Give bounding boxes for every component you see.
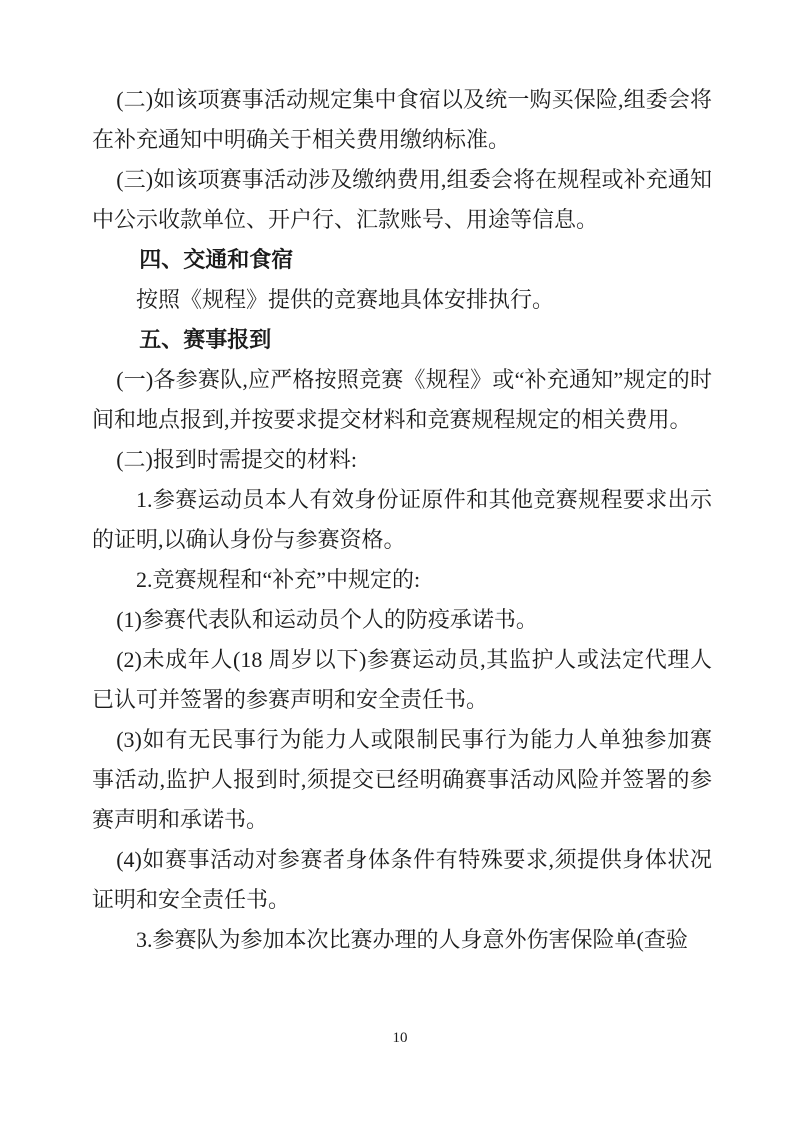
- document-body: [92, 80, 712, 960]
- paragraph: (三)如该项赛事活动涉及缴纳费用,组委会将在规程或补充通知中公示收款单位、开户行、汇款账号、用途等信息。: [92, 167, 712, 232]
- page-number: 10: [392, 1030, 408, 1046]
- paragraph: 1.参赛运动员本人有效身份证原件和其他竞赛规程要求出示的证明,以确认身份与参赛资格。: [92, 487, 712, 552]
- paragraph: 按照《规程》提供的竞赛地具体安排执行。: [136, 287, 555, 312]
- paragraph: 2.竞赛规程和“补充”中规定的:: [136, 567, 421, 592]
- section-heading: 五、赛事报到: [139, 327, 272, 352]
- paragraph: (二)报到时需提交的材料:: [116, 447, 357, 472]
- paragraph: (2)未成年人(18 周岁以下)参赛运动员,其监护人或法定代理人已认可并签署的参赛声明和安全责任书。: [92, 647, 712, 712]
- paragraph: 3.参赛队为参加本次比赛办理的人身意外伤害保险单(查验: [136, 927, 688, 952]
- section-heading: 四、交通和食宿: [139, 247, 294, 272]
- paragraph: (3)如有无民事行为能力人或限制民事行为能力人单独参加赛事活动,监护人报到时,须提交已经明确赛事活动风险并签署的参赛声明和承诺书。: [92, 727, 712, 832]
- paragraph: (1)参赛代表队和运动员个人的防疫承诺书。: [116, 607, 538, 632]
- paragraph: (一)各参赛队,应严格按照竞赛《规程》或“补充通知”规定的时间和地点报到,并按要求提交材料和竞赛规程规定的相关费用。: [92, 367, 712, 432]
- paragraph: (二)如该项赛事活动规定集中食宿以及统一购买保险,组委会将在补充通知中明确关于相关费用缴纳标准。: [92, 87, 712, 152]
- paragraph: (4)如赛事活动对参赛者身体条件有特殊要求,须提供身体状况证明和安全责任书。: [92, 847, 712, 912]
